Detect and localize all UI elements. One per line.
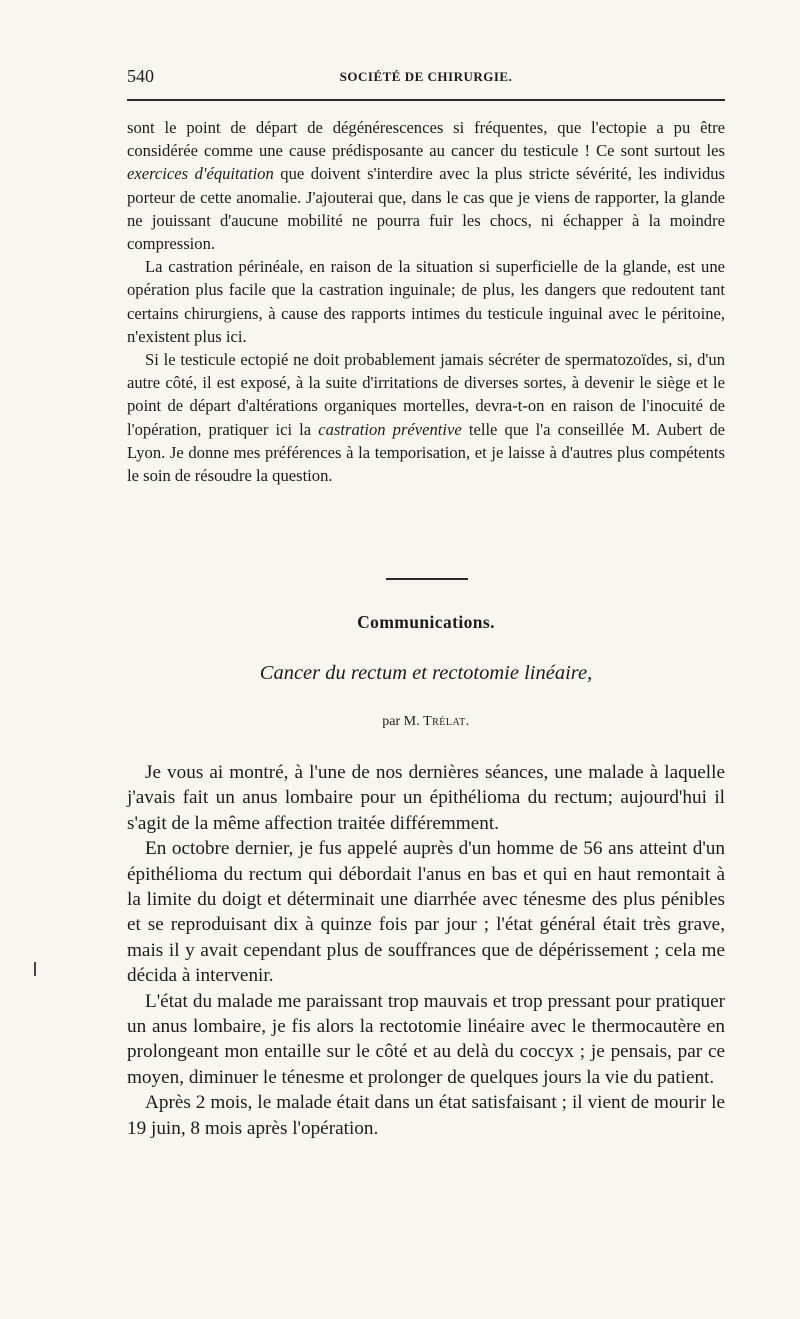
paragraph: Je vous ai montré, à l'une de nos dernières séances, une malade à laquelle j'avais fait un anus lombaire pour un épithélioma du rectum; aujourd'hui il s'agit de la même affection traitée différemment. [127,762,725,834]
italic-phrase: castration préventive [318,419,462,439]
page-header [127,62,725,92]
page-number: 540 [127,66,154,86]
article-body [127,760,725,1141]
section-separator-rule [386,578,468,580]
paragraph: En octobre dernier, je fus appelé auprès d'un homme de 56 ans atteint d'un épithélioma du rectum qui débordait l'anus en bas et qui en haut remontait à la limite du doigt et déterminait une diarrhée avec ténesme des plus pénibles et se reproduisant dix à quinze fois par jour ; l'état général était très grave, mais il y avait cependant plus de souffrances que de dépérissement ; cela me décida à intervenir. [127,838,725,987]
paragraph: Si le testicule ectopié ne doit probablement jamais sécréter de spermatozoïdes, si, d'un autre côté, il est exposé, à la suite d'irritations de diverses sortes, à devenir le siège et le point de départ d'altérations organiques mortelles, devra-t-on en raison de l'inocuité de l'opération, pratiquer ici la castration préventive telle que l'a conseillée M. Aubert de Lyon. Je donne mes préférences à la temporisation, et je laisse à d'autres plus compétents le soin de résoudre la question. [127,350,725,486]
paragraph: Après 2 mois, le malade était dans un état satisfaisant ; il vient de mourir le 19 juin, 8 mois après l'opération. [127,1092,725,1139]
margin-mark [34,962,36,976]
italic-phrase: exercices d'équitation [127,164,274,184]
section-heading: Communications. [357,612,495,632]
byline-prefix: par M. [382,714,420,729]
running-title: SOCIÉTÉ DE CHIRURGIE. [339,69,513,84]
paragraph: La castration périnéale, en raison de la situation si superficielle de la glande, est une opération plus facile que la castration inguinale; de plus, les dangers que redoutent tant certains chirurgiens, à cause des rapports intimes du testicule inguinal avec le péritoine, n'existent plus ici. [127,257,725,346]
paragraph: L'état du malade me paraissant trop mauvais et trop pressant pour pratiquer un anus lombaire, je fis alors la rectotomie linéaire avec le thermocautère en prolongeant mon entaille sur le côté et au delà du coccyx ; je pensais, par ce moyen, diminuer le ténesme et prolonger de quelques jours la vie du patient. [127,990,725,1088]
author-name: Trélat. [423,714,470,729]
continued-text-block [127,116,725,487]
byline [127,714,725,730]
header-rule [127,99,725,101]
paragraph: sont le point de départ de dégénérescences si fréquentes, que l'ectopie a pu être considérée comme une cause prédisposante au cancer du testicule ! Ce sont surtout les exercices d'équitation que doivent s'interdire avec la plus stricte sévérité, les individus porteur de cette anomalie. J'ajouterai que, dans le cas que je viens de rapporter, la glande ne jouissant d'aucune mobilité ne pourra fuir les chocs, ni échapper à la moindre compression. [127,118,725,254]
article-title: Cancer du rectum et rectotomie linéaire, [259,662,593,684]
